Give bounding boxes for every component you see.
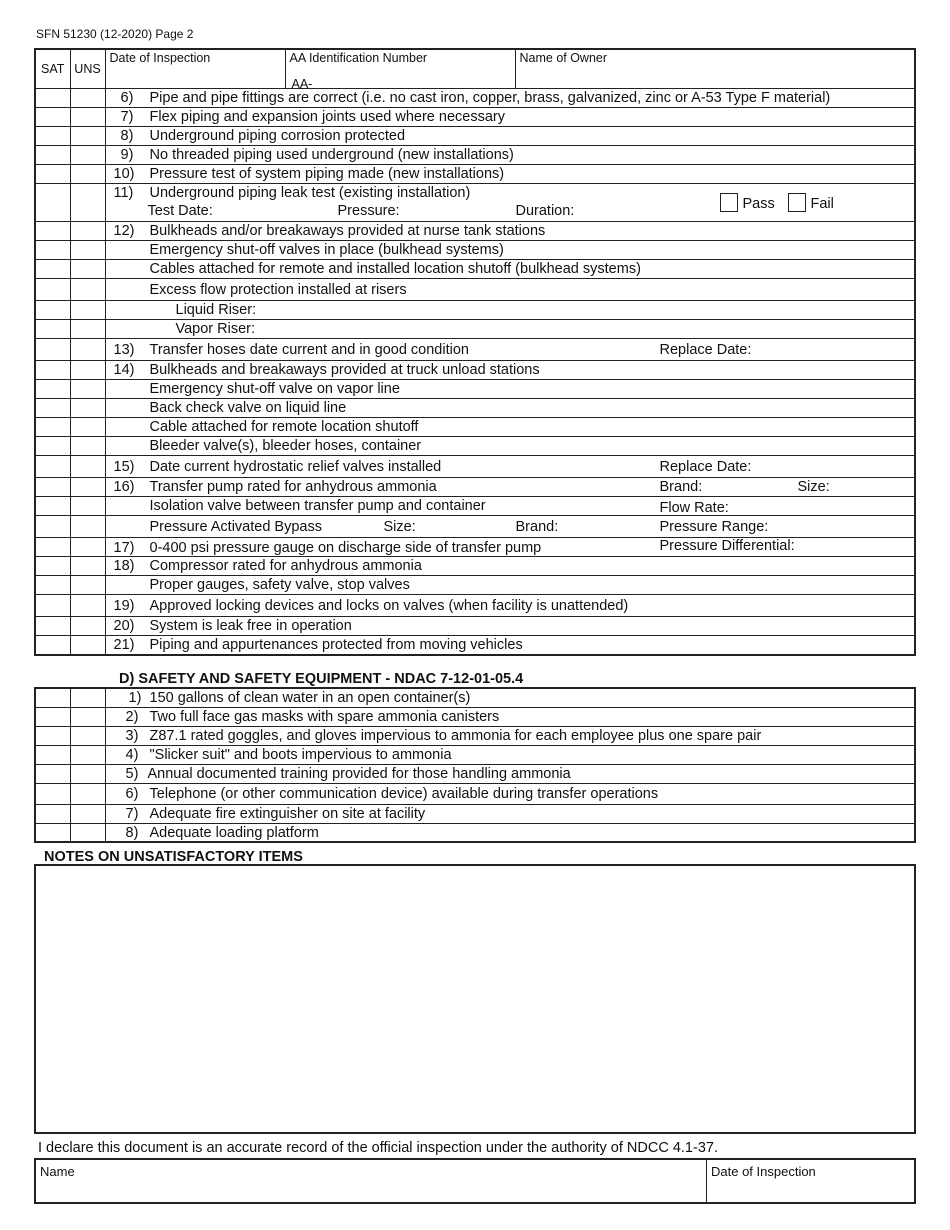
item-17	[105, 538, 915, 557]
inspection-date-field[interactable]	[707, 1160, 914, 1202]
item-15	[105, 456, 915, 478]
item-text: Proper gauges, safety valve, stop valves	[149, 577, 410, 593]
item-text: Liquid Riser:	[175, 302, 257, 318]
table-row	[35, 783, 915, 804]
table-row	[35, 361, 915, 380]
table-row	[35, 804, 915, 823]
item-text: Piping and appurtenances protected from moving vehicles	[149, 637, 523, 653]
item-text: Pressure test of system piping made (new installations)	[149, 166, 505, 182]
brand-label: Brand:	[515, 519, 559, 535]
date-label: Date of Inspection	[711, 1164, 816, 1179]
item-12-sub	[105, 279, 915, 301]
item-12-sub	[105, 260, 915, 279]
item-number: 19)	[113, 598, 135, 614]
item-text: Back check valve on liquid line	[149, 400, 347, 416]
item-text: Vapor Riser:	[175, 321, 256, 337]
uns-cell[interactable]	[70, 260, 105, 279]
uns-cell[interactable]	[70, 279, 105, 301]
uns-cell[interactable]	[70, 688, 105, 707]
brand-label: Brand:	[659, 479, 703, 495]
item-text: Bulkheads and/or breakaways provided at nurse tank stations	[149, 223, 546, 239]
item-text: Emergency shut-off valve on vapor line	[149, 381, 400, 397]
sat-cell[interactable]	[35, 146, 70, 165]
table-row	[35, 456, 915, 478]
replace-date-label: Replace Date:	[659, 342, 752, 358]
uns-cell[interactable]	[70, 707, 105, 726]
uns-cell[interactable]	[70, 497, 105, 516]
table-row	[35, 184, 915, 222]
pass-option[interactable]	[720, 193, 775, 212]
sat-cell[interactable]	[35, 823, 70, 842]
item-text: Two full face gas masks with spare ammonia canisters	[149, 708, 500, 725]
sat-cell[interactable]	[35, 361, 70, 380]
uns-cell[interactable]	[70, 89, 105, 108]
owner-name-field[interactable]	[515, 49, 915, 89]
uns-cell[interactable]	[70, 361, 105, 380]
uns-cell[interactable]	[70, 745, 105, 764]
date-of-inspection-field[interactable]	[105, 49, 285, 89]
duration-label: Duration:	[515, 203, 575, 219]
uns-cell[interactable]	[70, 399, 105, 418]
aa-prefix: AA-	[291, 76, 313, 89]
table-row	[35, 823, 915, 842]
item-20	[105, 617, 915, 636]
item-7	[105, 108, 915, 127]
item-text: Excess flow protection installed at risers	[149, 282, 407, 298]
table-row	[35, 764, 915, 783]
vapor-riser	[105, 320, 915, 339]
table-row	[35, 726, 915, 745]
uns-cell[interactable]	[70, 127, 105, 146]
uns-cell[interactable]	[70, 108, 105, 127]
safety-equipment-table	[34, 687, 916, 843]
uns-cell[interactable]	[70, 456, 105, 478]
name-label: Name	[40, 1164, 75, 1179]
uns-cell[interactable]	[70, 557, 105, 576]
item-number: 13)	[113, 342, 135, 358]
item-number: 16)	[113, 479, 135, 495]
table-row	[35, 538, 915, 557]
sat-cell[interactable]	[35, 380, 70, 399]
uns-header: UNS	[70, 49, 105, 89]
item-text: 0-400 psi pressure gauge on discharge side of transfer pump	[149, 540, 542, 556]
item-text: No threaded piping used underground (new installations)	[149, 147, 514, 163]
uns-cell[interactable]	[70, 418, 105, 437]
safety-item	[105, 804, 915, 823]
safety-item	[105, 764, 915, 783]
item-number: 1)	[128, 690, 142, 706]
sat-cell[interactable]	[35, 557, 70, 576]
sat-cell[interactable]	[35, 339, 70, 361]
sat-cell[interactable]	[35, 595, 70, 617]
uns-cell[interactable]	[70, 576, 105, 595]
table-row	[35, 688, 915, 707]
notes-textarea[interactable]	[34, 864, 916, 1134]
table-row	[35, 339, 915, 361]
item-text: Underground piping corrosion protected	[149, 128, 406, 144]
sat-cell[interactable]	[35, 418, 70, 437]
table-row	[35, 89, 915, 108]
uns-cell[interactable]	[70, 320, 105, 339]
sat-header: SAT	[35, 49, 70, 89]
sat-cell[interactable]	[35, 764, 70, 783]
item-text: Telephone (or other communication device) available during transfer operations	[149, 785, 659, 802]
fail-checkbox[interactable]	[788, 193, 806, 212]
uns-cell[interactable]	[70, 595, 105, 617]
table-row	[35, 418, 915, 437]
item-14-sub	[105, 399, 915, 418]
item-number: 18)	[113, 558, 135, 574]
item-text: "Slicker suit" and boots impervious to ammonia	[149, 746, 452, 763]
item-text: Bulkheads and breakaways provided at truck unload stations	[149, 362, 540, 378]
table-row	[35, 745, 915, 764]
sat-cell[interactable]	[35, 617, 70, 636]
safety-item	[105, 783, 915, 804]
item-12	[105, 222, 915, 241]
item-text: Transfer pump rated for anhydrous ammonia	[149, 479, 437, 495]
item-8	[105, 127, 915, 146]
table-row	[35, 301, 915, 320]
pass-checkbox[interactable]	[720, 193, 738, 212]
table-row	[35, 146, 915, 165]
section-d-title: D) SAFETY AND SAFETY EQUIPMENT - NDAC 7-12-01-05.4	[119, 671, 524, 687]
uns-cell[interactable]	[70, 804, 105, 823]
uns-cell[interactable]	[70, 617, 105, 636]
uns-cell[interactable]	[70, 478, 105, 497]
item-number: 9)	[120, 147, 134, 163]
notes-title: NOTES ON UNSATISFACTORY ITEMS	[44, 849, 303, 865]
item-text: Pipe and pipe fittings are correct (i.e. no cast iron, copper, brass, galvanized, zinc or A-53 Type F material)	[149, 90, 831, 106]
table-row	[35, 108, 915, 127]
aa-id-field[interactable]	[285, 49, 515, 89]
sat-cell[interactable]	[35, 399, 70, 418]
item-text: Adequate loading platform	[149, 824, 319, 841]
sat-cell[interactable]	[35, 636, 70, 655]
aa-id-label: AA Identification Number	[289, 51, 428, 65]
uns-cell[interactable]	[70, 184, 105, 222]
table-row	[35, 279, 915, 301]
item-text: Flex piping and expansion joints used where necessary	[149, 109, 505, 125]
item-number: 11)	[113, 185, 134, 201]
sat-cell[interactable]	[35, 437, 70, 456]
item-16	[105, 478, 915, 497]
item-text: Cables attached for remote and installed location shutoff (bulkhead systems)	[149, 261, 641, 277]
replace-date-label: Replace Date:	[659, 459, 752, 475]
liquid-riser	[105, 301, 915, 320]
item-14-sub	[105, 418, 915, 437]
item-number: 7)	[125, 805, 139, 822]
uns-cell[interactable]	[70, 339, 105, 361]
item-text: Underground piping leak test (existing installation)	[149, 185, 471, 201]
table-row	[35, 399, 915, 418]
item-text: System is leak free in operation	[149, 618, 352, 634]
table-row	[35, 320, 915, 339]
item-number: 6)	[120, 90, 134, 106]
pressure-label: Pressure:	[337, 203, 400, 219]
item-19	[105, 595, 915, 617]
pass-label: Pass	[742, 196, 775, 212]
item-14	[105, 361, 915, 380]
sat-cell[interactable]	[35, 497, 70, 516]
sat-cell[interactable]	[35, 538, 70, 557]
item-text: Emergency shut-off valves in place (bulkhead systems)	[149, 242, 504, 258]
sat-cell[interactable]	[35, 260, 70, 279]
safety-item	[105, 688, 915, 707]
flow-rate-label: Flow Rate:	[659, 500, 729, 516]
uns-cell[interactable]	[70, 726, 105, 745]
item-12-sub	[105, 241, 915, 260]
sat-cell[interactable]	[35, 516, 70, 538]
item-18	[105, 557, 915, 576]
sat-cell[interactable]	[35, 241, 70, 260]
item-18-sub	[105, 576, 915, 595]
date-of-inspection-label: Date of Inspection	[109, 51, 211, 65]
table-row	[35, 260, 915, 279]
uns-cell[interactable]	[70, 241, 105, 260]
uns-cell[interactable]	[70, 165, 105, 184]
sat-cell[interactable]	[35, 89, 70, 108]
item-text: Date current hydrostatic relief valves installed	[149, 459, 442, 475]
item-6	[105, 89, 915, 108]
uns-cell[interactable]	[70, 783, 105, 804]
item-11	[105, 184, 915, 222]
item-21	[105, 636, 915, 655]
item-text: Cable attached for remote location shutoff	[149, 419, 419, 435]
sat-cell[interactable]	[35, 279, 70, 301]
item-text: Adequate fire extinguisher on site at facility	[149, 805, 426, 822]
table-row	[35, 222, 915, 241]
item-13	[105, 339, 915, 361]
item-number: 3)	[125, 727, 139, 744]
safety-item	[105, 707, 915, 726]
item-9	[105, 146, 915, 165]
declaration-text: I declare this document is an accurate record of the official inspection under the authority of NDCC 4.1-37.	[38, 1140, 718, 1156]
item-number: 20)	[113, 618, 135, 634]
pressure-range-label: Pressure Range:	[659, 519, 769, 535]
item-number: 8)	[125, 824, 139, 841]
sat-cell[interactable]	[35, 108, 70, 127]
sat-cell[interactable]	[35, 127, 70, 146]
sat-cell[interactable]	[35, 165, 70, 184]
item-number: 10)	[113, 166, 135, 182]
table-row	[35, 707, 915, 726]
uns-cell[interactable]	[70, 636, 105, 655]
sat-cell[interactable]	[35, 745, 70, 764]
item-text: Isolation valve between transfer pump and container	[149, 498, 486, 514]
table-row	[35, 497, 915, 516]
uns-cell[interactable]	[70, 222, 105, 241]
table-row	[35, 478, 915, 497]
uns-cell[interactable]	[70, 146, 105, 165]
uns-cell[interactable]	[70, 516, 105, 538]
item-number: 15)	[113, 459, 135, 475]
table-row	[35, 595, 915, 617]
owner-name-label: Name of Owner	[519, 51, 608, 65]
item-text: Z87.1 rated goggles, and gloves impervious to ammonia for each employee plus one spare pair	[149, 727, 762, 744]
sat-cell[interactable]	[35, 576, 70, 595]
item-number: 5)	[125, 765, 139, 782]
uns-cell[interactable]	[70, 380, 105, 399]
signature-block	[34, 1158, 916, 1204]
size-label: Size:	[383, 519, 416, 535]
uns-cell[interactable]	[70, 538, 105, 557]
table-row	[35, 516, 915, 538]
item-16-sub	[105, 497, 915, 516]
table-row	[35, 576, 915, 595]
uns-cell[interactable]	[70, 437, 105, 456]
item-number: 8)	[120, 128, 134, 144]
test-date-label: Test Date:	[147, 203, 213, 219]
fail-label: Fail	[810, 196, 834, 212]
checklist-table	[34, 48, 916, 656]
sat-cell[interactable]	[35, 456, 70, 478]
item-number: 7)	[120, 109, 134, 125]
item-14-sub	[105, 380, 915, 399]
table-row	[35, 165, 915, 184]
header-row	[35, 49, 915, 89]
item-text: Transfer hoses date current and in good condition	[149, 342, 469, 358]
pressure-differential-label: Pressure Differential:	[659, 538, 795, 554]
item-number: 14)	[113, 362, 135, 378]
sat-cell[interactable]	[35, 301, 70, 320]
item-number: 21)	[113, 637, 135, 653]
safety-item	[105, 823, 915, 842]
safety-item	[105, 726, 915, 745]
item-text: Pressure Activated Bypass	[149, 519, 322, 535]
table-row	[35, 241, 915, 260]
item-number: 12)	[113, 223, 135, 239]
item-text: 150 gallons of clean water in an open container(s)	[149, 690, 471, 706]
fail-option[interactable]	[788, 193, 834, 212]
sat-cell[interactable]	[35, 688, 70, 707]
item-10	[105, 165, 915, 184]
item-text: Bleeder valve(s), bleeder hoses, container	[149, 438, 422, 454]
table-row	[35, 557, 915, 576]
item-number: 4)	[125, 746, 139, 763]
size-label: Size:	[797, 479, 830, 495]
item-text: Compressor rated for anhydrous ammonia	[149, 558, 422, 574]
table-row	[35, 617, 915, 636]
sat-cell[interactable]	[35, 184, 70, 222]
form-id: SFN 51230 (12-2020) Page 2	[36, 27, 194, 41]
item-number: 6)	[125, 785, 139, 802]
table-row	[35, 437, 915, 456]
sat-cell[interactable]	[35, 222, 70, 241]
sat-cell[interactable]	[35, 726, 70, 745]
sat-cell[interactable]	[35, 804, 70, 823]
uns-cell[interactable]	[70, 301, 105, 320]
item-text: Approved locking devices and locks on valves (when facility is unattended)	[149, 598, 629, 614]
table-row	[35, 380, 915, 399]
inspector-name-field[interactable]	[36, 1160, 707, 1202]
sat-cell[interactable]	[35, 320, 70, 339]
sat-cell[interactable]	[35, 478, 70, 497]
item-text: Annual documented training provided for those handling ammonia	[147, 765, 571, 782]
item-number: 2)	[125, 708, 139, 725]
item-14-sub	[105, 437, 915, 456]
uns-cell[interactable]	[70, 823, 105, 842]
uns-cell[interactable]	[70, 764, 105, 783]
sat-cell[interactable]	[35, 707, 70, 726]
table-row	[35, 127, 915, 146]
table-row	[35, 636, 915, 655]
safety-item	[105, 745, 915, 764]
item-number: 17)	[113, 540, 135, 556]
item-16-sub	[105, 516, 915, 538]
sat-cell[interactable]	[35, 783, 70, 804]
